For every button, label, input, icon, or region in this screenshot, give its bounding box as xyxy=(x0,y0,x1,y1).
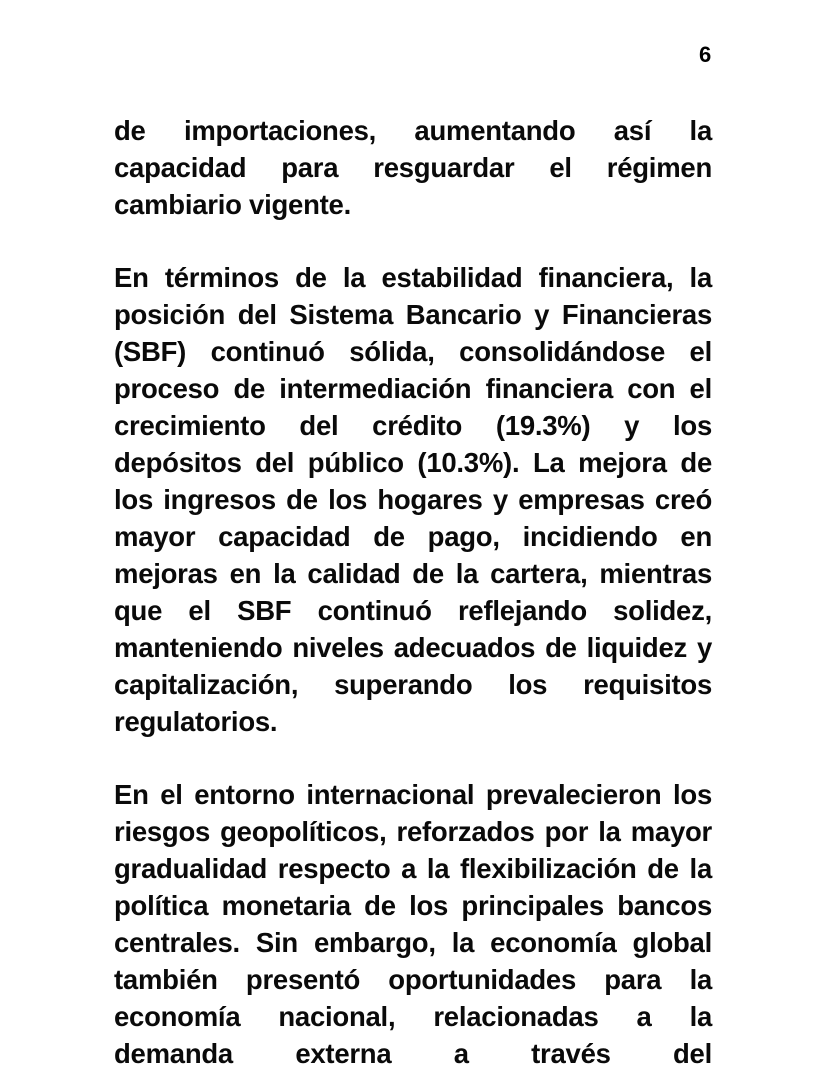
body-text-column xyxy=(114,112,727,1068)
paragraph-3: En el entorno internacional prevalecieron los riesgos geopolíticos, reforzados por la mayor gradualidad respecto a la flexibilización de la política monetaria de los principales bancos centrales. Sin embargo, la economía global también presentó oportunidades para la economía nacional, relacionadas a la demanda externa a través del xyxy=(114,779,720,1068)
paragraph-1: de importaciones, aumentando así la capacidad para resguardar el régimen cambiario vigente. xyxy=(114,115,720,220)
paragraph-2: En términos de la estabilidad financiera, la posición del Sistema Bancario y Financieras (SBF) continuó sólida, consolidándose el proceso de intermediación financiera con el crecimiento del crédito (19.3%) y los depósitos del público (10.3%). La mejora de los ingresos de los hogares y empresas creó mayor capacidad de pago, incidiendo en mejoras en la calidad de la cartera, mientras que el SBF continuó reflejando solidez, manteniendo niveles adecuados de liquidez y capitalización, superando los requisitos regulatorios. xyxy=(114,262,727,737)
page-number: 6 xyxy=(698,42,711,67)
